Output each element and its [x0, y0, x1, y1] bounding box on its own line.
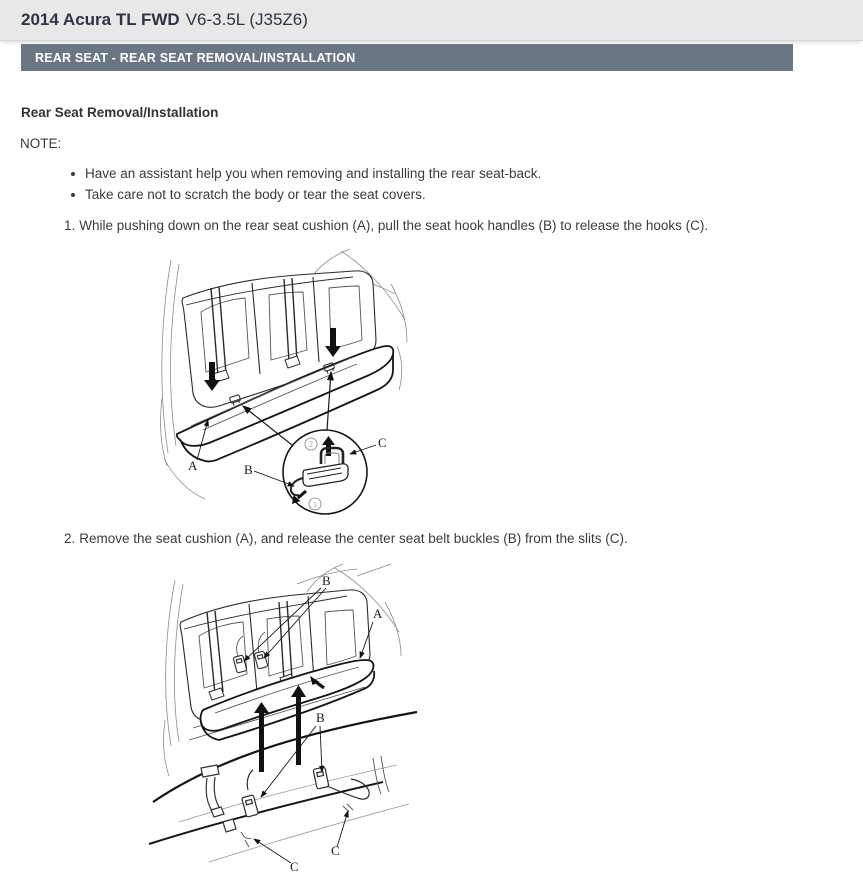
step-1-number: 1.	[64, 218, 76, 233]
figure-cushion-removal	[145, 560, 425, 878]
section-bar	[21, 44, 793, 71]
figure1-label-a: A	[188, 458, 198, 473]
section-bar-label: REAR SEAT - REAR SEAT REMOVAL/INSTALLATION	[35, 50, 356, 65]
inset-step-2-number: 2	[309, 440, 313, 449]
step-2	[64, 529, 844, 548]
hook-detail-inset	[283, 430, 367, 514]
figure2-label-c-right: C	[331, 843, 340, 858]
step-1-text: While pushing down on the rear seat cushion (A), pull the seat hook handles (B) to release the hooks (C).	[79, 218, 709, 233]
note-label: NOTE:	[20, 136, 62, 151]
note-item: Take care not to scratch the body or tear the seat covers.	[0, 185, 863, 206]
inset-step-1-number: 1	[313, 500, 317, 509]
figure1-label-b: B	[244, 462, 253, 477]
figure2-label-b-top: B	[322, 573, 331, 588]
note-list	[0, 164, 863, 205]
vehicle-title-main: 2014 Acura TL FWD	[21, 10, 180, 29]
step-2-number: 2.	[64, 531, 76, 546]
page-title: Rear Seat Removal/Installation	[21, 105, 219, 120]
figure2-label-a: A	[373, 606, 383, 621]
figure-seat-hook-release	[145, 248, 425, 518]
step-2-text: Remove the seat cushion (A), and release the center seat belt buckles (B) from the slits (C).	[79, 531, 628, 546]
vehicle-title-engine: V6-3.5L (J35Z6)	[185, 10, 308, 29]
figure1-label-c: C	[378, 435, 387, 450]
app-header	[0, 0, 863, 41]
figure2-label-c-left: C	[290, 859, 299, 874]
note-item: Have an assistant help you when removing and installing the rear seat-back.	[0, 164, 863, 185]
figure2-label-b-mid: B	[316, 710, 325, 725]
step-1	[64, 216, 844, 235]
vehicle-title	[21, 10, 308, 30]
shelf-and-slits	[149, 712, 417, 862]
